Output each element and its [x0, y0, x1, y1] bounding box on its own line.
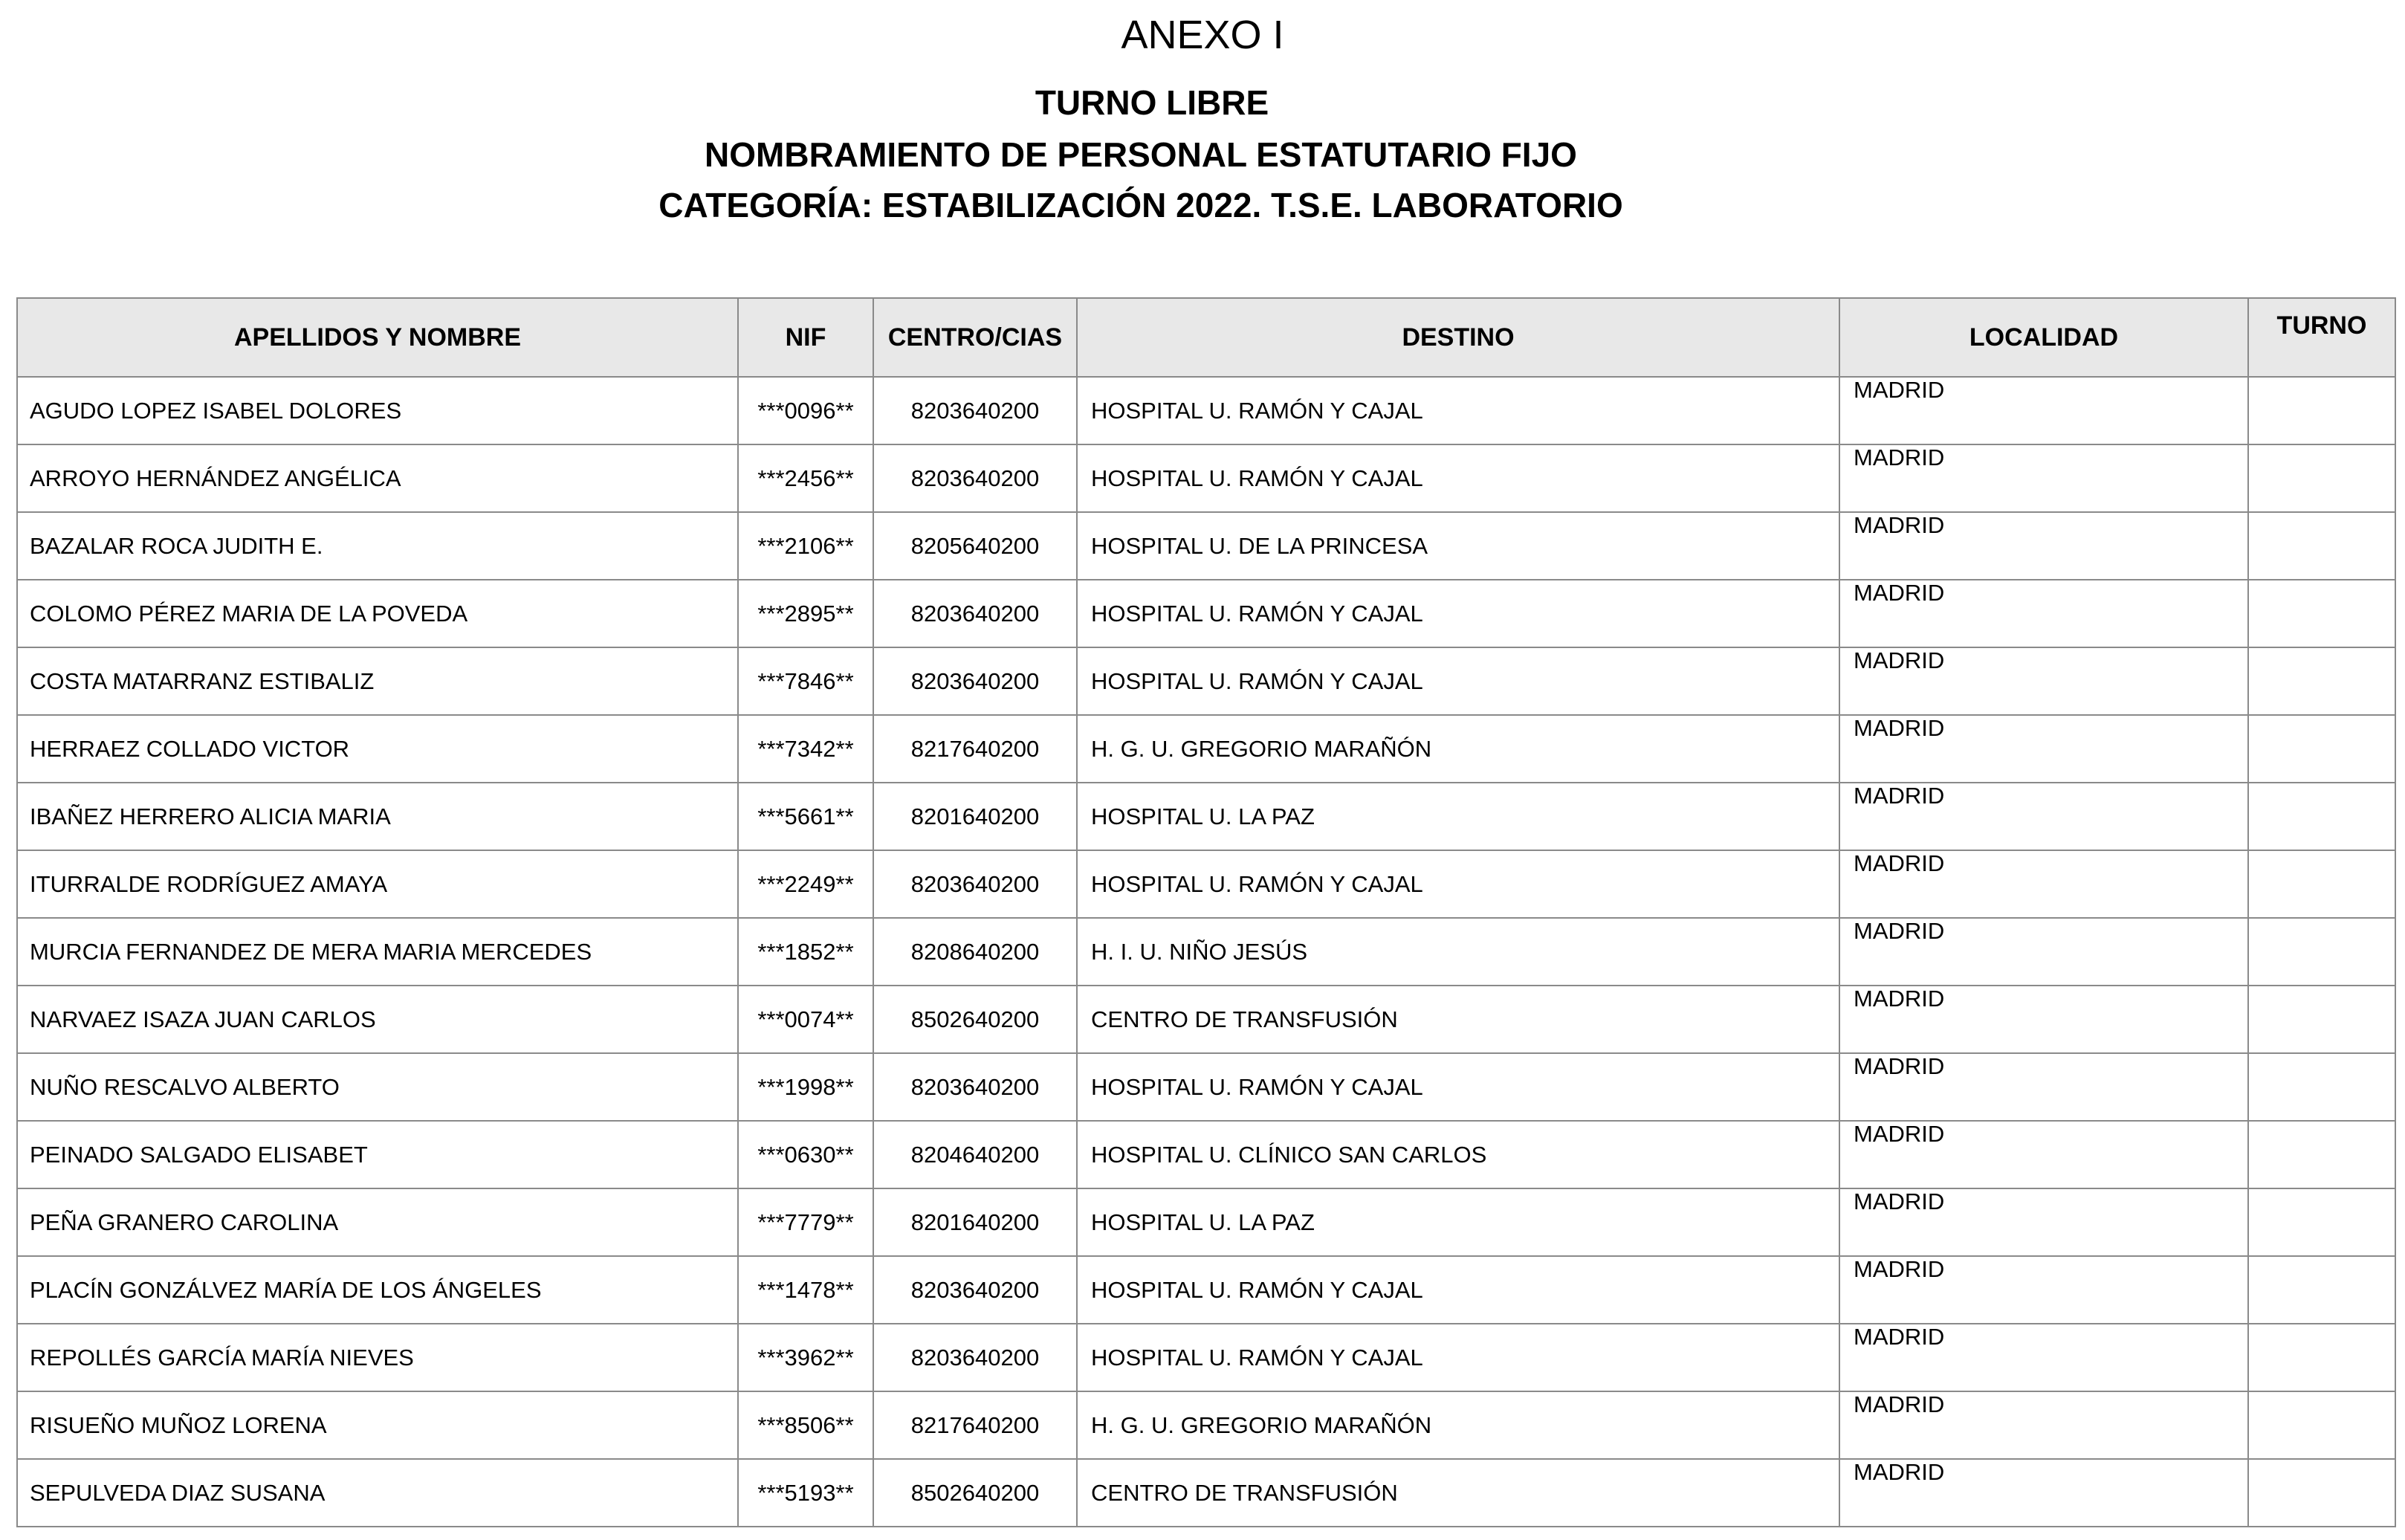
table-row	[17, 1121, 2395, 1188]
cell-nif: ***5661**	[738, 783, 873, 850]
cell-destino: HOSPITAL U. RAMÓN Y CAJAL	[1077, 580, 1839, 647]
cell-nif: ***7846**	[738, 647, 873, 715]
table-row	[17, 783, 2395, 850]
cell-cias: 8203640200	[873, 1324, 1077, 1391]
cell-localidad: MADRID	[1839, 850, 2248, 918]
cell-name: PLACÍN GONZÁLVEZ MARÍA DE LOS ÁNGELES	[17, 1256, 738, 1324]
cell-turno	[2248, 1324, 2395, 1391]
cell-name: PEÑA GRANERO CAROLINA	[17, 1188, 738, 1256]
cell-destino: HOSPITAL U. CLÍNICO SAN CARLOS	[1077, 1121, 1839, 1188]
cell-name: COLOMO PÉREZ MARIA DE LA POVEDA	[17, 580, 738, 647]
cell-name: NARVAEZ ISAZA JUAN CARLOS	[17, 986, 738, 1053]
table-row	[17, 1053, 2395, 1121]
appointment-heading: NOMBRAMIENTO DE PERSONAL ESTATUTARIO FIJO	[705, 135, 1577, 174]
cell-nif: ***7779**	[738, 1188, 873, 1256]
cell-name: IBAÑEZ HERRERO ALICIA MARIA	[17, 783, 738, 850]
cell-destino: H. G. U. GREGORIO MARAÑÓN	[1077, 715, 1839, 783]
cell-turno	[2248, 783, 2395, 850]
cell-name: ITURRALDE RODRÍGUEZ AMAYA	[17, 850, 738, 918]
cell-destino: HOSPITAL U. DE LA PRINCESA	[1077, 512, 1839, 580]
cell-nif: ***0630**	[738, 1121, 873, 1188]
cell-cias: 8502640200	[873, 1459, 1077, 1527]
cell-localidad: MADRID	[1839, 1324, 2248, 1391]
header-destino: DESTINO	[1077, 298, 1839, 377]
cell-destino: HOSPITAL U. RAMÓN Y CAJAL	[1077, 1053, 1839, 1121]
cell-destino: HOSPITAL U. RAMÓN Y CAJAL	[1077, 647, 1839, 715]
cell-cias: 8204640200	[873, 1121, 1077, 1188]
cell-localidad: MADRID	[1839, 918, 2248, 986]
cell-nif: ***5193**	[738, 1459, 873, 1527]
cell-name: SEPULVEDA DIAZ SUSANA	[17, 1459, 738, 1527]
cell-nif: ***2456**	[738, 444, 873, 512]
table-row	[17, 986, 2395, 1053]
cell-name: AGUDO LOPEZ ISABEL DOLORES	[17, 377, 738, 444]
cell-destino: CENTRO DE TRANSFUSIÓN	[1077, 986, 1839, 1053]
table-header-row	[17, 298, 2395, 377]
cell-name: NUÑO RESCALVO ALBERTO	[17, 1053, 738, 1121]
cell-nif: ***3962**	[738, 1324, 873, 1391]
cell-cias: 8217640200	[873, 1391, 1077, 1459]
header-name: APELLIDOS Y NOMBRE	[17, 298, 738, 377]
cell-turno	[2248, 918, 2395, 986]
cell-cias: 8201640200	[873, 783, 1077, 850]
table-row	[17, 647, 2395, 715]
cell-turno	[2248, 580, 2395, 647]
cell-localidad: MADRID	[1839, 647, 2248, 715]
cell-destino: HOSPITAL U. LA PAZ	[1077, 783, 1839, 850]
table-row	[17, 512, 2395, 580]
cell-localidad: MADRID	[1839, 1459, 2248, 1527]
table-row	[17, 1256, 2395, 1324]
cell-destino: H. G. U. GREGORIO MARAÑÓN	[1077, 1391, 1839, 1459]
header-localidad: LOCALIDAD	[1839, 298, 2248, 377]
cell-localidad: MADRID	[1839, 986, 2248, 1053]
cell-nif: ***2895**	[738, 580, 873, 647]
cell-destino: HOSPITAL U. RAMÓN Y CAJAL	[1077, 444, 1839, 512]
cell-turno	[2248, 377, 2395, 444]
cell-destino: CENTRO DE TRANSFUSIÓN	[1077, 1459, 1839, 1527]
cell-name: BAZALAR ROCA JUDITH E.	[17, 512, 738, 580]
cell-cias: 8203640200	[873, 580, 1077, 647]
cell-nif: ***1852**	[738, 918, 873, 986]
table-row	[17, 377, 2395, 444]
cell-turno	[2248, 850, 2395, 918]
cell-turno	[2248, 647, 2395, 715]
cell-cias: 8203640200	[873, 444, 1077, 512]
cell-cias: 8502640200	[873, 986, 1077, 1053]
table-row	[17, 918, 2395, 986]
cell-name: RISUEÑO MUÑOZ LORENA	[17, 1391, 738, 1459]
cell-localidad: MADRID	[1839, 783, 2248, 850]
cell-destino: HOSPITAL U. RAMÓN Y CAJAL	[1077, 850, 1839, 918]
cell-cias: 8208640200	[873, 918, 1077, 986]
table-row	[17, 1459, 2395, 1527]
cell-turno	[2248, 1256, 2395, 1324]
cell-nif: ***1998**	[738, 1053, 873, 1121]
cell-localidad: MADRID	[1839, 1121, 2248, 1188]
cell-nif: ***2249**	[738, 850, 873, 918]
table-row	[17, 580, 2395, 647]
table-row	[17, 1324, 2395, 1391]
cell-nif: ***2106**	[738, 512, 873, 580]
results-table-wrapper	[16, 297, 2395, 1527]
table-row	[17, 444, 2395, 512]
cell-cias: 8217640200	[873, 715, 1077, 783]
cell-destino: HOSPITAL U. RAMÓN Y CAJAL	[1077, 1324, 1839, 1391]
cell-turno	[2248, 512, 2395, 580]
cell-turno	[2248, 1188, 2395, 1256]
cell-name: PEINADO SALGADO ELISABET	[17, 1121, 738, 1188]
cell-localidad: MADRID	[1839, 580, 2248, 647]
cell-cias: 8205640200	[873, 512, 1077, 580]
cell-localidad: MADRID	[1839, 1256, 2248, 1324]
cell-nif: ***1478**	[738, 1256, 873, 1324]
cell-localidad: MADRID	[1839, 512, 2248, 580]
header-cias: CENTRO/CIAS	[873, 298, 1077, 377]
cell-localidad: MADRID	[1839, 1053, 2248, 1121]
cell-turno	[2248, 986, 2395, 1053]
cell-cias: 8203640200	[873, 1053, 1077, 1121]
cell-localidad: MADRID	[1839, 1391, 2248, 1459]
cell-cias: 8203640200	[873, 1256, 1077, 1324]
cell-nif: ***8506**	[738, 1391, 873, 1459]
header-turno: TURNO	[2248, 298, 2395, 377]
cell-turno	[2248, 1053, 2395, 1121]
cell-name: COSTA MATARRANZ ESTIBALIZ	[17, 647, 738, 715]
cell-nif: ***0074**	[738, 986, 873, 1053]
cell-localidad: MADRID	[1839, 444, 2248, 512]
category-heading: CATEGORÍA: ESTABILIZACIÓN 2022. T.S.E. LABORATORIO	[658, 186, 1623, 224]
cell-nif: ***0096**	[738, 377, 873, 444]
cell-turno	[2248, 1459, 2395, 1527]
cell-name: REPOLLÉS GARCÍA MARÍA NIEVES	[17, 1324, 738, 1391]
cell-cias: 8203640200	[873, 850, 1077, 918]
cell-cias: 8201640200	[873, 1188, 1077, 1256]
cell-turno	[2248, 444, 2395, 512]
cell-cias: 8203640200	[873, 377, 1077, 444]
cell-localidad: MADRID	[1839, 715, 2248, 783]
cell-destino: HOSPITAL U. LA PAZ	[1077, 1188, 1839, 1256]
cell-localidad: MADRID	[1839, 377, 2248, 444]
cell-destino: HOSPITAL U. RAMÓN Y CAJAL	[1077, 377, 1839, 444]
cell-turno	[2248, 1391, 2395, 1459]
cell-turno	[2248, 715, 2395, 783]
cell-nif: ***7342**	[738, 715, 873, 783]
table-row	[17, 1188, 2395, 1256]
table-row	[17, 1391, 2395, 1459]
cell-cias: 8203640200	[873, 647, 1077, 715]
cell-name: ARROYO HERNÁNDEZ ANGÉLICA	[17, 444, 738, 512]
cell-turno	[2248, 1121, 2395, 1188]
cell-name: MURCIA FERNANDEZ DE MERA MARIA MERCEDES	[17, 918, 738, 986]
cell-localidad: MADRID	[1839, 1188, 2248, 1256]
turno-heading: TURNO LIBRE	[1035, 83, 1269, 122]
annex-title: ANEXO I	[1121, 13, 1284, 57]
cell-name: HERRAEZ COLLADO VICTOR	[17, 715, 738, 783]
table-body	[17, 377, 2395, 1527]
cell-destino: HOSPITAL U. RAMÓN Y CAJAL	[1077, 1256, 1839, 1324]
results-table	[16, 297, 2396, 1527]
table-row	[17, 850, 2395, 918]
header-nif: NIF	[738, 298, 873, 377]
cell-destino: H. I. U. NIÑO JESÚS	[1077, 918, 1839, 986]
table-row	[17, 715, 2395, 783]
